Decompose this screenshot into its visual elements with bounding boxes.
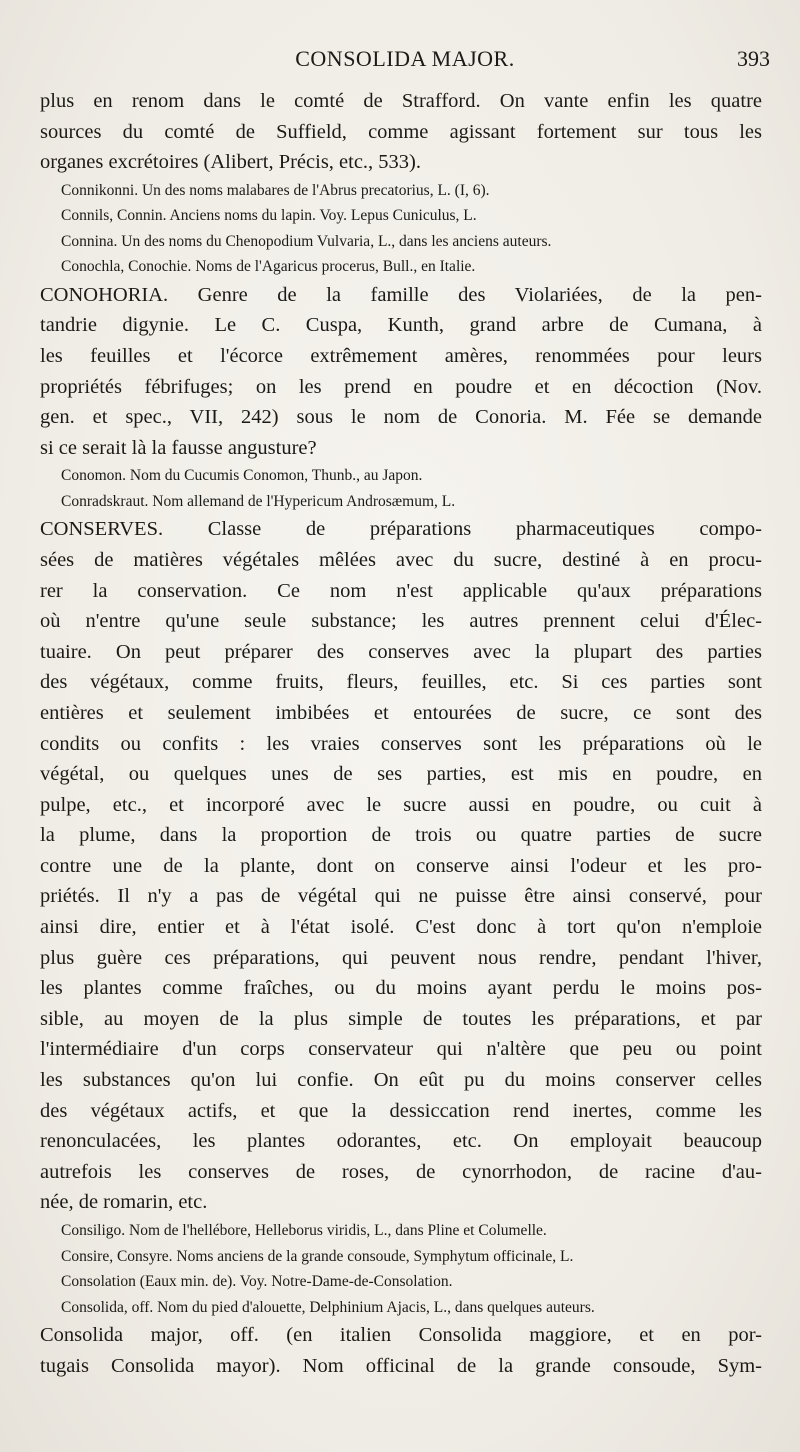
text-line: tugais Consolida mayor). Nom officinal de la grande consoude, Sym- [40, 1354, 762, 1377]
entry-line: Conochla, Conochie. Noms de l'Agaricus procerus, Bull., en Italie. [61, 258, 476, 276]
text-line: propriétés fébrifuges; on les prend en poudre et en décoction (Nov. [40, 375, 762, 398]
text-line: ainsi dire, entier et à l'état isolé. C'est donc à tort qu'on n'emploie [40, 916, 762, 939]
text-line: l'intermédiaire d'un corps conservateur qui n'altère que peu ou point [40, 1038, 762, 1061]
entry-line: Consolation (Eaux min. de). Voy. Notre-Dame-de-Consolation. [61, 1273, 453, 1290]
text-line: pulpe, etc., et incorporé avec le sucre aussi en poudre, ou cuit à [40, 793, 762, 816]
text-line: organes excrétoires (Alibert, Précis, etc., 533). [40, 151, 422, 174]
entry-line: Consiligo. Nom de l'hellébore, Helleborus viridis, L., dans Pline et Columelle. [61, 1222, 547, 1239]
text-line: sources du comté de Suffield, comme agissant fortement sur tous les [40, 120, 762, 143]
text-line: condits ou confits : les vraies conserves sont les préparations où le [40, 732, 762, 755]
text-line: contre une de la plante, dont on conserve ainsi l'odeur et les pro- [40, 854, 762, 877]
entry-line: Conomon. Nom du Cucumis Conomon, Thunb., au Japon. [61, 467, 423, 485]
text-line: priétés. Il n'y a pas de végétal qui ne puisse être ainsi conservé, pour [40, 885, 762, 908]
entry-line: Connina. Un des noms du Chenopodium Vulvaria, L., dans les anciens auteurs. [61, 232, 552, 250]
text-line: gen. et spec., VII, 242) sous le nom de Conoria. M. Fée se demande [40, 406, 762, 429]
text-line: sible, au moyen de la plus simple de toutes les préparations, et par [40, 1007, 762, 1030]
page-header [40, 46, 770, 80]
text-line: des végétaux, comme fruits, fleurs, feuilles, etc. Si ces parties sont [40, 671, 762, 694]
text-line: des végétaux actifs, et que la dessiccation rend inertes, comme les [40, 1099, 762, 1122]
page-number: 393 [737, 46, 770, 71]
text-line: où n'entre qu'une seule substance; les autres prennent celui d'Élec- [40, 610, 762, 633]
text-line: renonculacées, les plantes odorantes, etc. On employait beaucoup [40, 1130, 762, 1153]
text-line: CONSERVES. Classe de préparations pharmaceutiques compo- [40, 518, 762, 541]
text-line: tandrie digynie. Le C. Cuspa, Kunth, grand arbre de Cumana, à [40, 314, 762, 337]
text-line: Consolida major, off. (en italien Consolida maggiore, et en por- [40, 1324, 762, 1346]
text-line: sées de matières végétales mêlées avec du sucre, destiné à en procu- [40, 548, 762, 571]
running-title: CONSOLIDA MAJOR. [295, 46, 515, 71]
text-line: la plume, dans la proportion de trois ou quatre parties de sucre [40, 824, 762, 847]
text-line: tuaire. On peut préparer des conserves avec la plupart des parties [40, 640, 762, 663]
entry-line: Connils, Connin. Anciens noms du lapin. Voy. Lepus Cuniculus, L. [61, 207, 477, 225]
text-line: plus guère ces préparations, qui peuvent nous rendre, pendant l'hiver, [40, 946, 762, 969]
text-body [40, 86, 762, 1381]
entry-line: Consire, Consyre. Noms anciens de la grande consoude, Symphytum officinale, L. [61, 1247, 574, 1265]
text-line: rer la conservation. Ce nom n'est applicable qu'aux préparations [40, 579, 762, 602]
text-line: entières et seulement imbibées et entourées de sucre, ce sont des [40, 701, 762, 724]
text-line: CONOHORIA. Genre de la famille des Violariées, de la pen- [40, 283, 762, 306]
text-line: autrefois les conserves de roses, de cynorrhodon, de racine d'au- [40, 1160, 762, 1183]
text-line: plus en renom dans le comté de Strafford. On vante enfin les quatre [40, 90, 762, 112]
entry-line: Consolida, off. Nom du pied d'alouette, Delphinium Ajacis, L., dans quelques auteurs. [61, 1298, 595, 1316]
text-line: les plantes comme fraîches, ou du moins ayant perdu le moins pos- [40, 977, 762, 1000]
text-line: les substances qu'on lui confie. On eût pu du moins conserver celles [40, 1069, 762, 1092]
text-line: née, de romarin, etc. [40, 1191, 208, 1214]
text-line: végétal, ou quelques unes de ses parties, est mis en poudre, en [40, 763, 762, 786]
entry-line: Connikonni. Un des noms malabares de l'Abrus precatorius, L. (I, 6). [61, 181, 490, 199]
entry-line: Conradskraut. Nom allemand de l'Hypericum Androsæmum, L. [61, 492, 456, 510]
text-line: si ce serait là la fausse angusture? [40, 436, 317, 459]
text-line: les feuilles et l'écorce extrêmement amères, renommées pour leurs [40, 344, 762, 367]
